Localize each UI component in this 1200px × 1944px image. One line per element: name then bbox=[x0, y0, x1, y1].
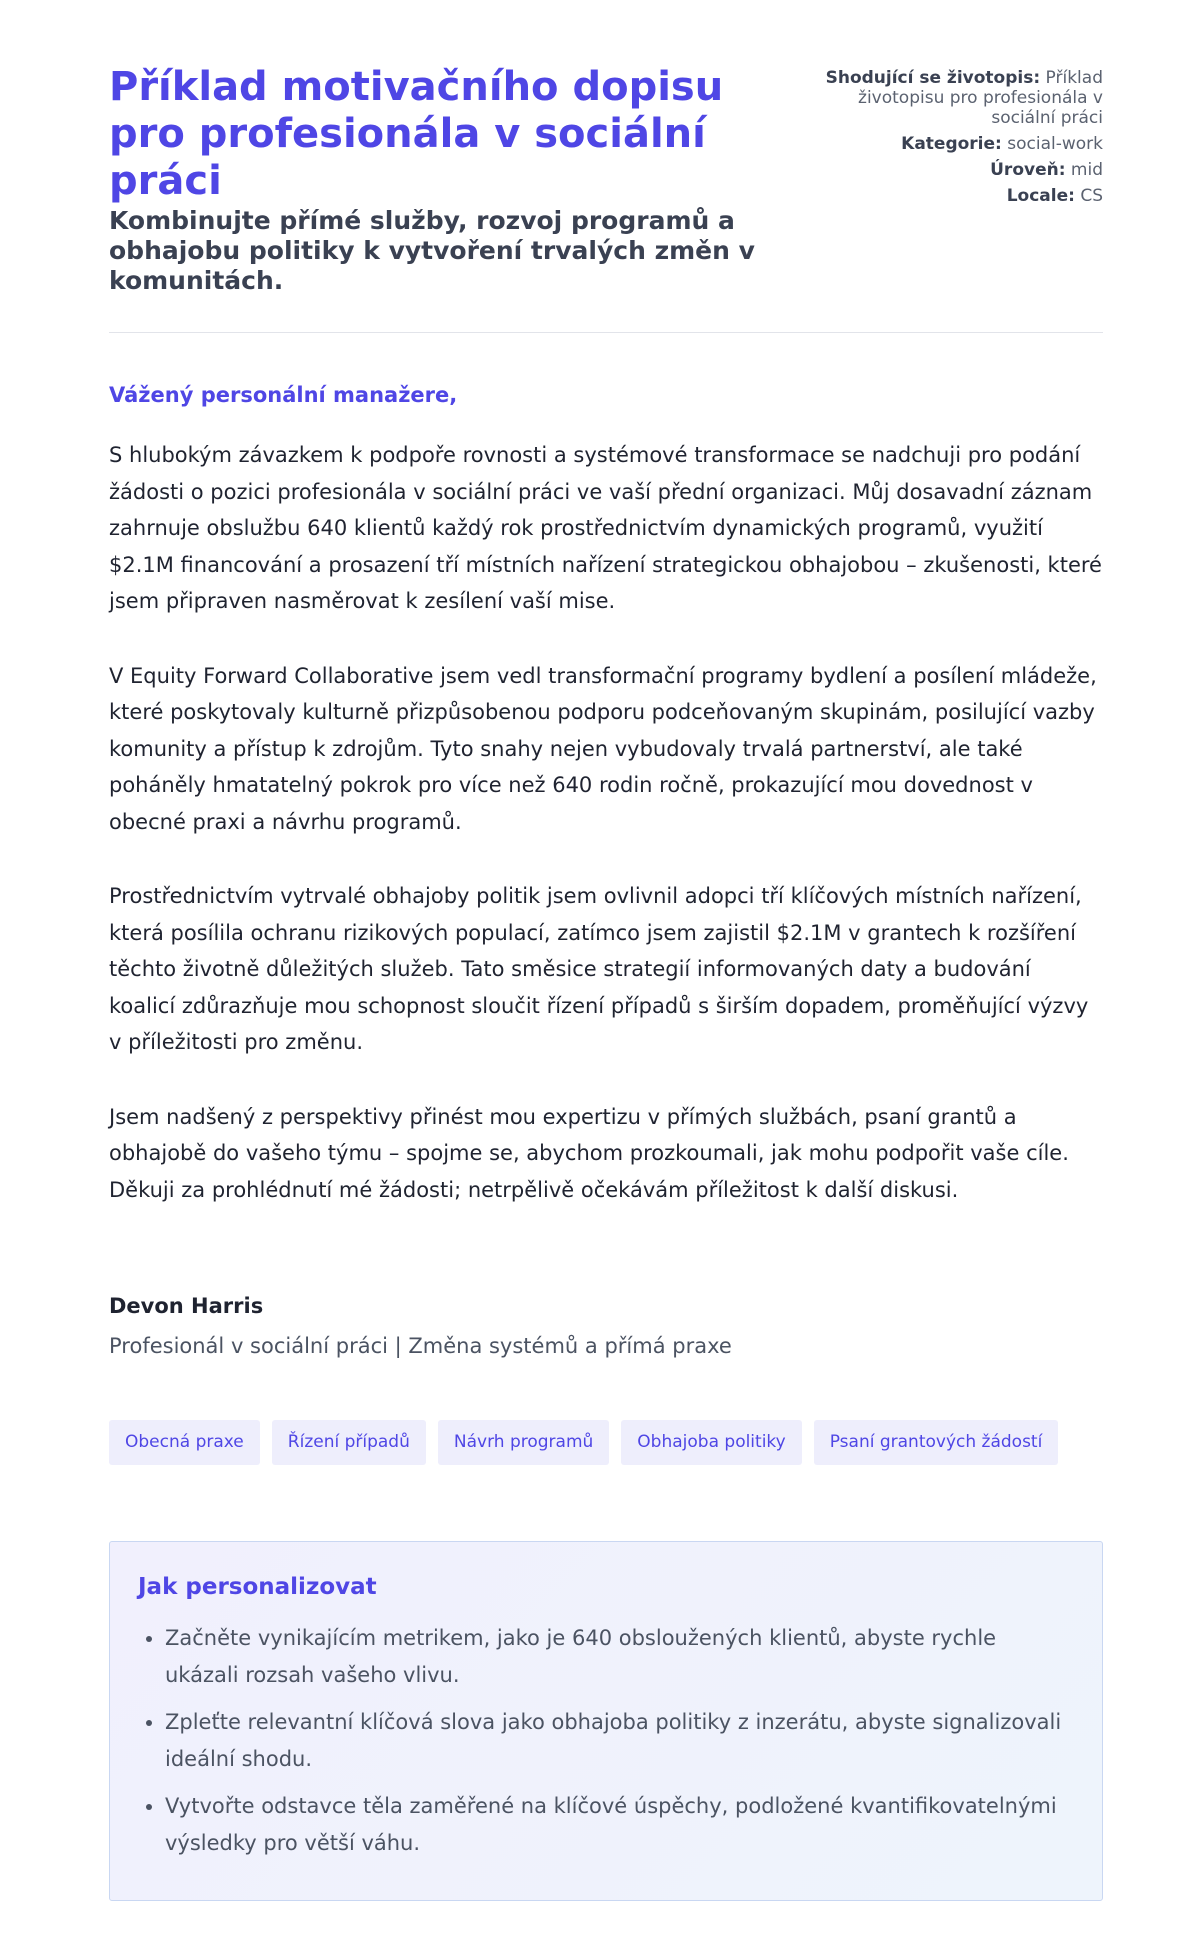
letter-paragraph: S hlubokým závazkem k podpoře rovnosti a systémové transformace se nadchuji pro podání žádosti o pozici profesionála v sociální práci ve vaší přední organizaci. Můj dosavadní záznam zahrnuje obslužbu 640 klientů každý rok prostřednictvím dynamických programů, využití $2.1M financování a prosazení tří místních nařízení strategickou obhajobou – zkušenosti, které jsem připraven nasměrovat k zesílení vaší mise. bbox=[109, 443, 1102, 613]
tips-list bbox=[138, 1620, 1074, 1862]
skill-tag: Obhajoba politiky bbox=[621, 1420, 801, 1465]
meta-value: mid bbox=[1070, 160, 1103, 180]
tips-title: Jak personalizovat bbox=[138, 1574, 377, 1600]
page-title: Příklad motivačního dopisu pro profesionála v sociální práci bbox=[109, 64, 724, 204]
meta-label: Kategorie: bbox=[901, 134, 1002, 154]
skill-tags bbox=[109, 1420, 1103, 1465]
signature-role: Profesionál v sociální práci | Změna systémů a přímá praxe bbox=[109, 1334, 732, 1358]
tip-item: • Vytvořte odstavce těla zaměřené na klíčové úspěchy, podložené kvantifikovatelnými výsledky pro větší váhu. bbox=[165, 1788, 1074, 1862]
meta-category bbox=[803, 134, 1103, 154]
meta-value: Příklad životopisu pro profesionála v sociální práci bbox=[858, 68, 1103, 128]
signature-name: Devon Harris bbox=[109, 1294, 264, 1318]
skill-tag: Návrh programů bbox=[438, 1420, 609, 1465]
page-subtitle: Kombinujte přímé služby, rozvoj programů a obhajobu politiky k vytvoření trvalých změn v komunitách. bbox=[109, 206, 755, 295]
meta-label: Shodující se životopis: bbox=[825, 68, 1041, 88]
personalization-tips bbox=[109, 1541, 1103, 1901]
skill-tag: Obecná praxe bbox=[109, 1420, 260, 1465]
meta-matching-resume bbox=[803, 68, 1103, 128]
skill-tag: Psaní grantových žádostí bbox=[814, 1420, 1059, 1465]
header-titles bbox=[109, 64, 789, 296]
signature-block bbox=[109, 1246, 1103, 1358]
letter-body bbox=[109, 333, 1103, 1358]
skill-tag: Řízení případů bbox=[272, 1420, 426, 1465]
meta-label: Úroveň: bbox=[990, 160, 1066, 180]
letter-paragraph: Jsem nadšený z perspektivy přinést mou expertizu v přímých službách, psaní grantů a obhajobě do vašeho týmu – spojme se, abychom prozkoumali, jak mohu podpořit vaše cíle. Děkuji za prohlédnutí mé žádosti; netrpělivě očekávám příležitost k další diskusi. bbox=[109, 1104, 1069, 1202]
meta-panel bbox=[803, 64, 1103, 212]
meta-label: Locale: bbox=[1006, 186, 1075, 206]
page-header bbox=[109, 64, 1103, 333]
salutation: Vážený personální manažere, bbox=[109, 383, 458, 407]
tip-item: • Zpleťte relevantní klíčová slova jako obhajoba politiky z inzerátu, abyste signalizovali ideální shodu. bbox=[165, 1704, 1074, 1778]
cover-letter-page bbox=[109, 0, 1103, 1901]
letter-paragraph: Prostřednictvím vytrvalé obhajoby politik jsem ovlivnil adopci tří klíčových místních nařízení, která posílila ochranu rizikových populací, zatímco jsem zajistil $2.1M v grantech k rozšíření těchto životně důležitých služeb. Tato směsice strategií informovaných daty a budování koalicí zdůrazňuje mou schopnost sloučit řízení případů s širším dopadem, proměňující výzvy v příležitosti pro změnu. bbox=[109, 884, 1089, 1054]
letter-paragraph: V Equity Forward Collaborative jsem vedl transformační programy bydlení a posílení mládeže, které poskytovaly kulturně přizpůsobenou podporu podceňovaným skupinám, posilující vazby komunity a přístup k zdrojům. Tyto snahy nejen vybudovaly trvalá partnerství, ale také poháněly hmatatelný pokrok pro více než 640 rodin ročně, prokazující mou dovednost v obecné praxi a návrhu programů. bbox=[109, 663, 1097, 834]
meta-level bbox=[803, 160, 1103, 180]
meta-value: CS bbox=[1080, 186, 1103, 206]
meta-value: social-work bbox=[1007, 134, 1103, 154]
meta-locale bbox=[803, 186, 1103, 206]
tip-item: • Začněte vynikajícím metrikem, jako je 640 obsloužených klientů, abyste rychle ukázali rozsah vašeho vlivu. bbox=[165, 1620, 1074, 1694]
